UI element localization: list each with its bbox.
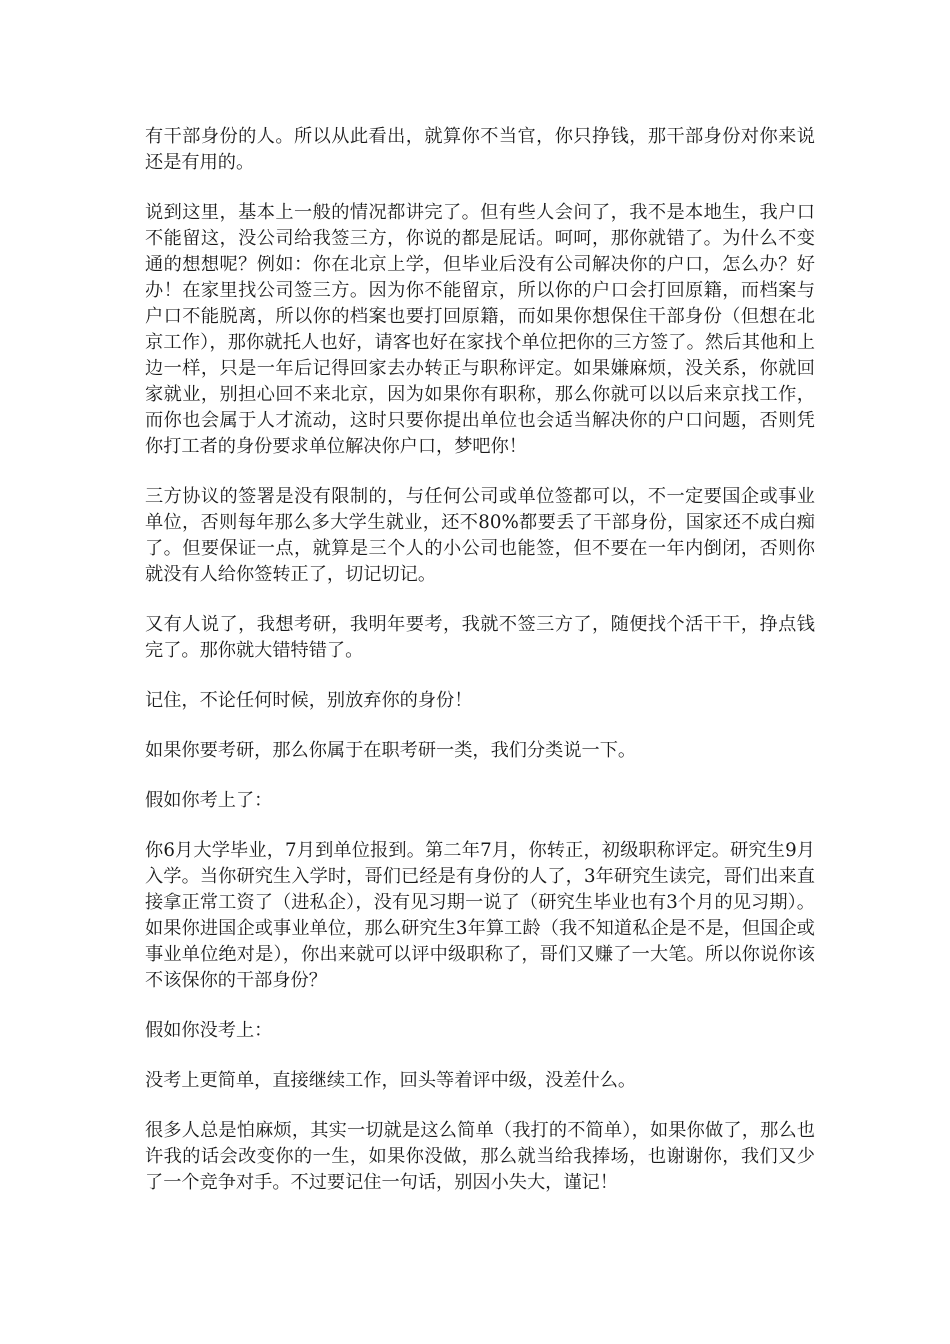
paragraph-conclusion: 很多人总是怕麻烦，其实一切就是这么简单（我打的不简单），如果你做了，那么也许我的话会改变你的一生，如果你没做，那么就当给我捧场，也谢谢你，我们又少了一个竞争对手。不过要记住一句话，别因小失大，谨记！ <box>145 1120 815 1193</box>
document-body <box>145 124 815 1220</box>
paragraph-tripartite-agreement: 三方协议的签署是没有限制的，与任何公司或单位签都可以，不一定要国企或事业单位，否则每年那么多大学生就业，还不80%都要丢了干部身份，国家还不成白痴了。但要保证一点，就算是三个人的小公司也能签，但不要在一年内倒闭，否则你就没有人给你签转正了，切记切记。 <box>145 486 815 585</box>
paragraph-remember: 记住，不论任何时候，别放弃你的身份！ <box>145 690 473 711</box>
paragraph-cadre-identity-useful: 有干部身份的人。所以从此看出，就算你不当官，你只挣钱，那干部身份对你来说还是有用的。 <box>145 126 815 173</box>
paragraph-postgraduate-exam: 又有人说了，我想考研，我明年要考，我就不签三方了，随便找个活干干，挣点钱完了。那你就大错特错了。 <box>145 614 815 661</box>
paragraph-if-not-admitted-heading: 假如你没考上： <box>145 1020 273 1041</box>
paragraph-if-admitted: 你6月大学毕业，7月到单位报到。第二年7月，你转正，初级职称评定。研究生9月入学。当你研究生入学时，哥们已经是有身份的人了，3年研究生读完，哥们出来直接拿正常工资了（进私企），没有见习期一说了（研究生毕业也有3个月的见习期）。如果你进国企或事业单位，那么研究生3年算工龄（我不知道私企是不是，但国企或事业单位绝对是），你出来就可以评中级职称了，哥们又赚了一大笔。所以你说你该不该保你的干部身份？ <box>145 840 815 991</box>
paragraph-if-not-admitted: 没考上更简单，直接继续工作，回头等着评中级，没差什么。 <box>145 1070 637 1091</box>
paragraph-in-service-exam: 如果你要考研，那么你属于在职考研一类，我们分类说一下。 <box>145 740 637 761</box>
paragraph-non-local-hukou: 说到这里，基本上一般的情况都讲完了。但有些人会问了，我不是本地生，我户口不能留这，没公司给我签三方，你说的都是屁话。呵呵，那你就错了。为什么不变通的想想呢？例如：你在北京上学，但毕业后没有公司解决你的户口，怎么办？好办！在家里找公司签三方。因为你不能留京，所以你的户口会打回原籍，而档案与户口不能脱离，所以你的档案也要打回原籍，而如果你想保住干部身份（但想在北京工作），那你就托人也好，请客也好在家找个单位把你的三方签了。然后其他和上边一样，只是一年后记得回家去办转正与职称评定。如果嫌麻烦，没关系，你就回家就业，别担心回不来北京，因为如果你有职称，那么你就可以以后来京找工作，而你也会属于人才流动，这时只要你提出单位也会适当解决你的户口问题，否则凭你打工者的身份要求单位解决你户口，梦吧你！ <box>145 202 815 457</box>
paragraph-if-admitted-heading: 假如你考上了： <box>145 790 273 811</box>
